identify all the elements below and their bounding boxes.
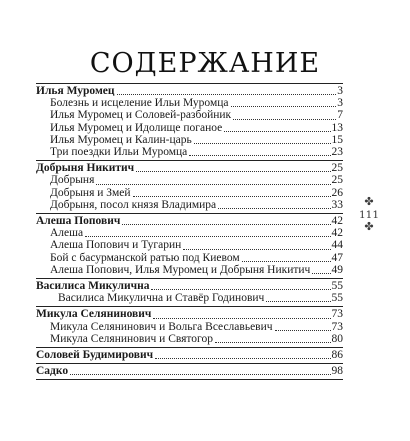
toc-entry-title: Садко	[36, 365, 69, 378]
toc-entry-title: Болезнь и исцеление Ильи Муромца	[50, 97, 229, 110]
toc-entry-title: Илья Муромец и Калин-царь	[50, 133, 192, 146]
toc-section-heading	[36, 214, 343, 227]
toc-entry-page: 25	[331, 174, 343, 187]
toc-entry-title: Алеша Попович и Тугарин	[50, 239, 182, 252]
dot-leader	[96, 183, 330, 185]
toc-entry	[36, 122, 343, 134]
dot-leader	[194, 142, 331, 144]
toc-entry-title: Алеша	[50, 227, 84, 240]
dot-leader	[312, 272, 330, 274]
toc-section	[36, 83, 343, 160]
page-margin-marker	[356, 197, 382, 233]
toc-entry	[36, 199, 343, 213]
toc-entry	[36, 239, 343, 251]
toc-entry-page: 33	[331, 198, 343, 211]
toc-entry-page: 7	[337, 109, 343, 122]
toc-entry-page: 3	[337, 85, 343, 97]
dot-leader	[70, 373, 330, 375]
toc-entry-page: 80	[331, 332, 343, 345]
toc-entry-title: Илья Муромец	[36, 85, 115, 97]
dot-leader	[242, 260, 331, 262]
toc-entry-page: 47	[331, 251, 343, 264]
dot-leader	[151, 288, 330, 290]
dot-leader	[122, 223, 330, 225]
toc-entry-page: 13	[331, 121, 343, 134]
dot-leader	[153, 317, 330, 319]
toc-entry-title: Алеша Попович	[36, 215, 121, 228]
dot-leader	[117, 93, 337, 95]
toc-entry-title: Добрыня и Змей	[50, 186, 131, 199]
toc-entry	[36, 134, 343, 146]
toc-entry-title: Микула Селянинович	[36, 308, 152, 321]
toc-entry-page: 23	[331, 146, 343, 159]
toc-entry-title: Василиса Микулична	[36, 280, 150, 293]
toc-section	[36, 347, 343, 363]
toc-entry	[36, 252, 343, 264]
toc-entry-page: 73	[331, 308, 343, 321]
toc-entry-title: Соловей Будимирович	[36, 349, 154, 362]
toc-entry	[36, 187, 343, 199]
dot-leader	[233, 118, 336, 120]
toc-entry-title: Бой с басурманской ратью под Киевом	[50, 251, 240, 264]
toc-entry-page: 15	[331, 133, 343, 146]
toc-entry	[36, 321, 343, 333]
dot-leader	[136, 170, 330, 172]
dot-leader	[231, 105, 337, 107]
toc-entry-page: 86	[331, 349, 343, 362]
toc-entry	[36, 109, 343, 121]
dot-leader	[266, 300, 330, 302]
page-number: 111	[358, 209, 380, 221]
toc-entry-title: Добрыня	[50, 174, 95, 187]
dot-leader	[275, 329, 331, 331]
toc-entry-title: Илья Муромец и Идолище поганое	[50, 121, 223, 134]
toc-entry-title: Алеша Попович, Илья Муромец и Добрыня Никитич	[50, 263, 311, 276]
toc-entry	[36, 146, 343, 160]
toc-entry	[36, 292, 343, 306]
toc-entry	[36, 174, 343, 186]
toc-entry-title: Добрыня, посол князя Владимира	[50, 198, 217, 211]
toc-entry-title: Василиса Микулична и Ставёр Годинович	[58, 292, 265, 305]
dot-leader	[133, 195, 331, 197]
table-of-contents	[36, 83, 343, 380]
toc-entry-page: 26	[331, 186, 343, 199]
toc-entry-title: Добрыня Никитич	[36, 162, 135, 175]
toc-entry-page: 98	[331, 365, 343, 378]
toc-entry	[36, 227, 343, 239]
toc-entry-page: 55	[331, 292, 343, 305]
toc-section-heading	[36, 84, 343, 97]
toc-section-heading	[36, 364, 343, 379]
page-title: СОДЕРЖАНИЕ	[89, 48, 321, 79]
dot-leader	[155, 357, 330, 359]
flower-ornament-icon: ✤	[364, 221, 374, 233]
toc-entry-title: Микула Селянинович и Святогор	[50, 332, 213, 345]
toc-section	[36, 363, 343, 380]
toc-entry-page: 42	[331, 227, 343, 240]
toc-section-heading	[36, 161, 343, 174]
dot-leader	[215, 341, 331, 343]
toc-entry-title: Три поездки Ильи Муромца	[50, 146, 188, 159]
toc-entry	[36, 97, 343, 109]
toc-entry-page: 25	[331, 162, 343, 175]
toc-section-heading	[36, 307, 343, 320]
toc-entry	[36, 264, 343, 278]
toc-section	[36, 278, 343, 306]
toc-section-heading	[36, 348, 343, 363]
toc-section	[36, 160, 343, 213]
toc-entry	[36, 333, 343, 347]
dot-leader	[85, 235, 330, 237]
toc-entry-page: 49	[331, 263, 343, 276]
flower-ornament-icon: ✤	[364, 196, 374, 208]
toc-section	[36, 306, 343, 347]
toc-entry-page: 44	[331, 239, 343, 252]
dot-leader	[183, 248, 330, 250]
toc-entry-title: Илья Муромец и Соловей-разбойник	[50, 109, 232, 122]
toc-entry-page: 42	[331, 215, 343, 228]
toc-entry-page: 73	[331, 320, 343, 333]
dot-leader	[224, 130, 330, 132]
toc-entry-title: Микула Селянинович и Вольга Всеславьевич	[50, 320, 273, 333]
toc-section-heading	[36, 279, 343, 292]
toc-entry-page: 3	[337, 97, 343, 110]
toc-entry-page: 55	[331, 280, 343, 293]
dot-leader	[189, 154, 330, 156]
toc-section	[36, 213, 343, 278]
dot-leader	[218, 207, 330, 209]
